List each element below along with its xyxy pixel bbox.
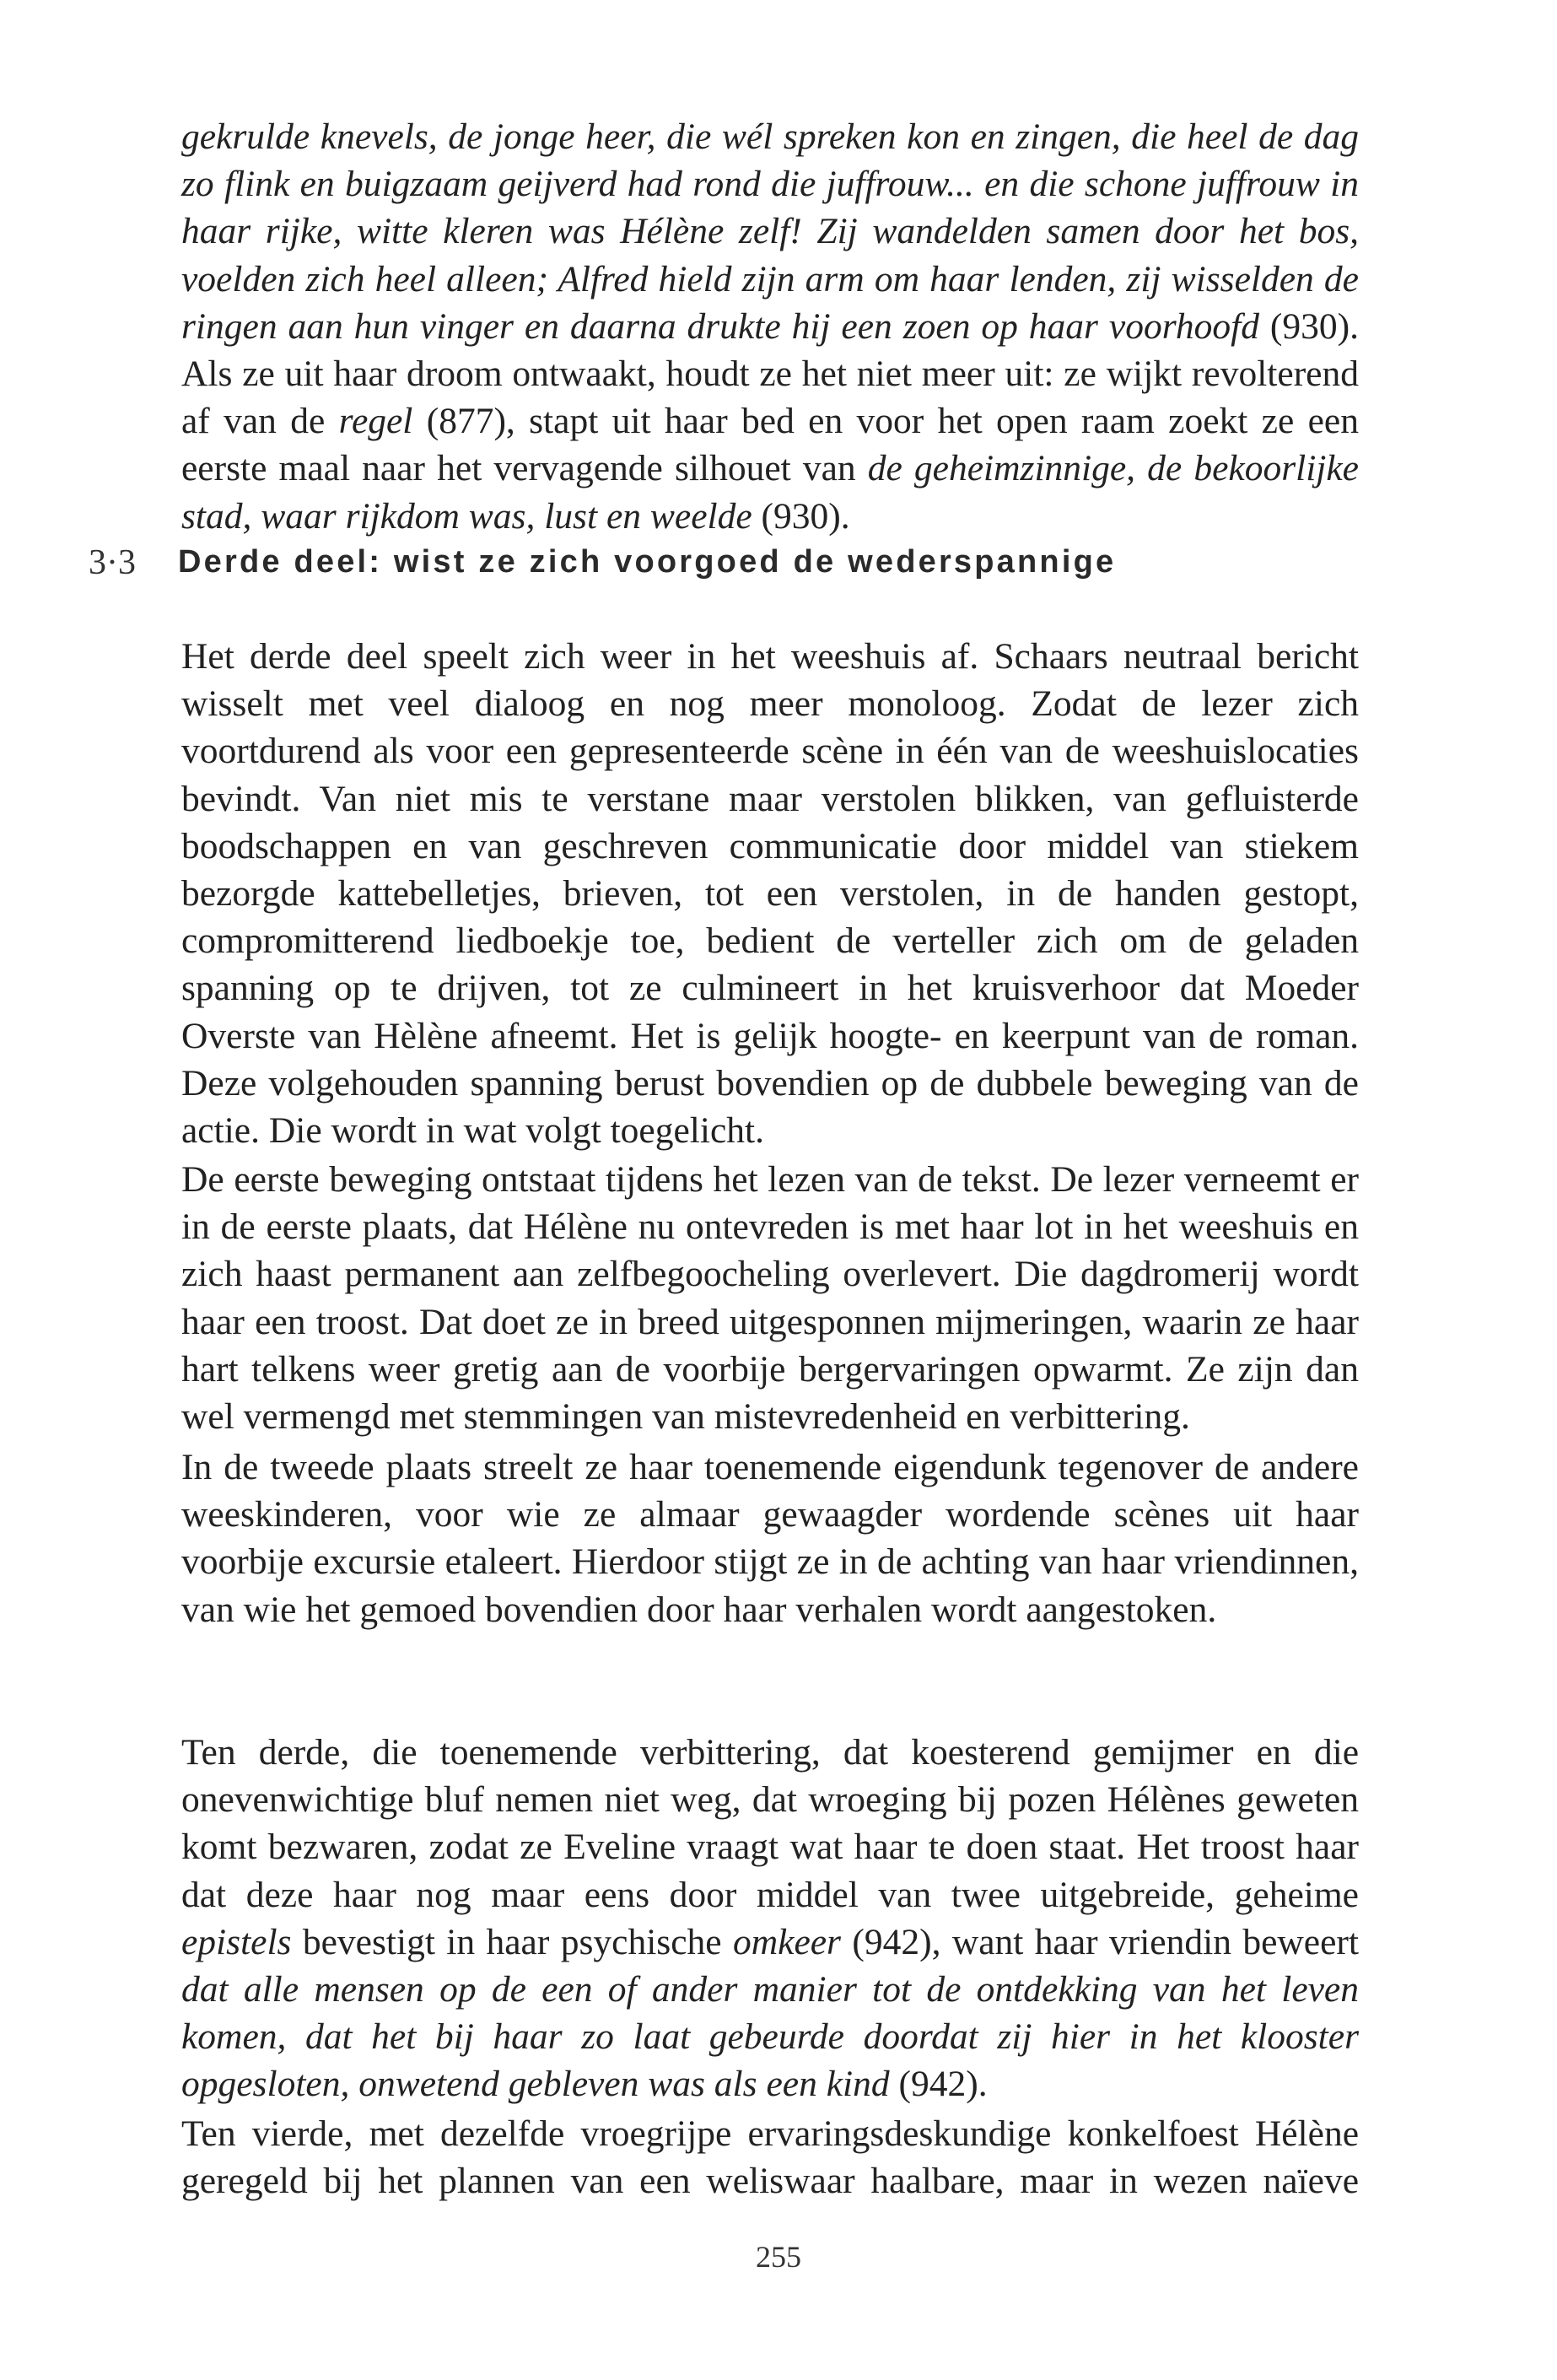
section-heading <box>89 541 1362 591</box>
paragraph <box>181 633 1359 1154</box>
paragraph-text: De eerste beweging ontstaat tijdens het lezen van de tekst. De lezer verneemt er in de eerste plaats, dat Hélène nu ontevreden is met haar lot in het weeshuis en zich haast permanent aan zelfbegoocheling overlevert. Die dagdromerij wordt haar een troost. Dat doet ze in breed uitgesponnen mijmeringen, waarin ze haar hart telkens weer gretig aan de voorbije bergervaringen opwarmt. Ze zijn dan wel vermengd met stemmingen van mistevredenheid en verbittering. <box>181 1159 1359 1438</box>
paragraph-text: Het derde deel speelt zich weer in het weeshuis af. Schaars neutraal bericht wisselt met veel dialoog en nog meer monoloog. Zodat de lezer zich voortdurend als voor een gepresenteerde scène in één van de weeshuislocaties bevindt. Van niet mis te verstane maar verstolen blikken, van gefluisterde boodschappen en van geschreven communicatie door middel van stiekem bezorgde kattebelletjes, brieven, tot een verstolen, in de handen gestopt, compromitterend liedboekje toe, bedient de verteller zich om de geladen spanning op te drijven, tot ze culmineert in het kruisverhoor dat Moeder Overste van Hèlène afneemt. Het is gelijk hoogte- en keerpunt van de roman. Deze volgehouden spanning berust bovendien op de dubbele beweging van de actie. Die wordt in wat volgt toegelicht. <box>181 636 1359 1152</box>
section-title: Derde deel: wist ze zich voorgoed de wederspannige <box>178 544 1117 580</box>
body-text: Ten derde, die toenemende verbittering, dat koesterend gemijmer en die onevenwichtige bluf nemen niet weg, dat wroeging bij pozen Hélènes geweten komt bezwaren, zodat ze Eveline vraagt wat haar te doen staat. Het troost haar dat deze haar nog maar eens door middel van twee uitgebreide, geheime <box>181 1732 1359 1915</box>
body-text: (877), stapt uit haar bed en voor het open raam zoekt ze een eerste maal naar het vervagende silhouet van <box>181 401 1359 489</box>
body-text: (942). <box>889 2064 988 2105</box>
paragraph-text: Ten vierde, met dezelfde vroegrijpe ervaringsdeskundige konkelfoest Hélène geregeld bij het plannen van een weliswaar haalbare, maar in wezen naïeve <box>181 2113 1359 2202</box>
body-text: (942), want haar vriendin beweert <box>840 1921 1359 1962</box>
italic-term: regel <box>338 401 413 442</box>
italic-quote: dat alle mensen op de een of ander manier tot de ontdekking van het leven komen, dat het bij haar zo laat gebeurde doordat zij hier in het klooster opgesloten, onwetend gebleven was als een kind <box>181 1969 1359 2105</box>
body-text: (930). <box>752 495 850 537</box>
italic-term: omkeer <box>732 1921 841 1962</box>
paragraph-text: In de tweede plaats streelt ze haar toenemende eigendunk tegenover de andere weeskinderen, voor wie ze almaar gewaagder wordende scènes uit haar voorbije excursie etaleert. Hierdoor stijgt ze in de achting van haar vriendinnen, van wie het gemoed bovendien door haar verhalen wordt aangestoken. <box>181 1447 1359 1630</box>
paragraph <box>181 1156 1359 1440</box>
italic-term: epistels <box>181 1921 292 1962</box>
italic-quote: de geheimzinnige, de bekoorlijke stad, waar rijkdom was, lust en weelde <box>181 448 1359 537</box>
paragraph <box>181 1444 1359 1633</box>
section-number: 3·3 <box>89 543 136 582</box>
continuation-paragraph <box>181 113 1359 540</box>
paragraph <box>181 1729 1359 2108</box>
paragraph <box>181 2110 1359 2205</box>
body-text: (930). Als ze uit haar droom ontwaakt, houdt ze het niet meer uit: ze wijkt revolterend af van de <box>181 305 1359 442</box>
body-text: bevestigt in haar psychische <box>291 1921 733 1962</box>
page-number: 255 <box>756 2240 801 2274</box>
italic-quote: gekrulde knevels, de jonge heer, die wél spreken kon en zingen, die heel de dag zo flink en buigzaam geijverd had rond die juffrouw... en die schone juffrouw in haar rijke, witte kleren was Hélène zelf! Zij wandelden samen door het bos, voelden zich heel alleen; Alfred hield zijn arm om haar lenden, zij wisselden de ringen aan hun vinger en daarna drukte hij een zoen op haar voorhoofd <box>181 116 1359 347</box>
